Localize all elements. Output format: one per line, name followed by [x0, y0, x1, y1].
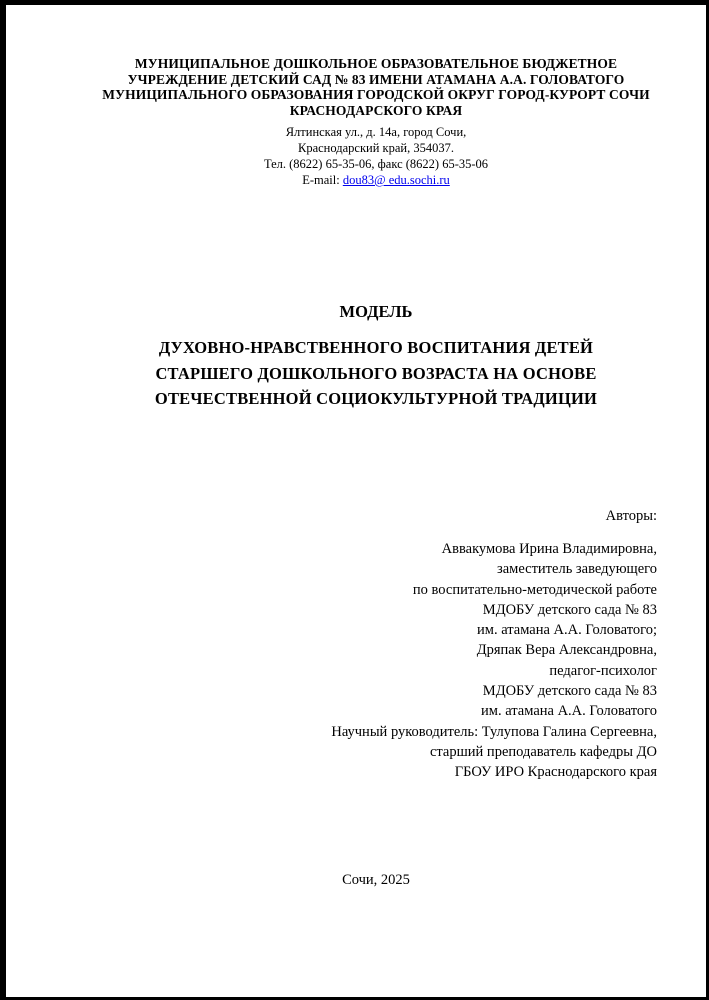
document-kicker: МОДЕЛЬ [339, 302, 413, 321]
author-line: педагог-психолог [549, 662, 657, 679]
document-title [95, 335, 657, 412]
organization-name-line: МУНИЦИПАЛЬНОГО ОБРАЗОВАНИЯ ГОРОДСКОЙ ОКРУГ ГОРОД-КУРОРТ СОЧИ [102, 87, 650, 103]
author-line: старший преподаватель кафедры ДО [429, 743, 657, 760]
author-line: им. атамана А.А. Головатого; [477, 622, 657, 639]
author-line: заместитель заведующего [497, 561, 657, 578]
organization-name-line: МУНИЦИПАЛЬНОЕ ДОШКОЛЬНОЕ ОБРАЗОВАТЕЛЬНОЕ БЮДЖЕТНОЕ [134, 56, 618, 71]
author-line: им. атамана А.А. Головатого [481, 703, 657, 720]
author-line: Аввакумова Ирина Владимировна, [441, 541, 657, 557]
author-line: Дряпак Вера Александровна, [476, 642, 657, 659]
phone-fax-line: Тел. (8622) 65-35-06, факс (8622) 65-35-06 [263, 157, 489, 171]
author-line: МДОБУ детского сада № 83 [482, 601, 657, 618]
author-line: МДОБУ детского сада № 83 [482, 683, 657, 700]
author-line: Научный руководитель: Тулупова Галина Сергеевна, [331, 723, 657, 740]
city-year: Сочи, 2025 [342, 872, 410, 888]
author-line: по воспитательно-методической работе [412, 581, 657, 598]
address-line: Краснодарский край, 354037. [298, 141, 454, 155]
address-line: Ялтинская ул., д. 14а, город Сочи, [285, 125, 467, 139]
email-link[interactable]: dou83@ edu.sochi.ru [342, 173, 450, 187]
email-line [95, 172, 657, 188]
document-title-line: ДУХОВНО-НРАВСТВЕННОГО ВОСПИТАНИЯ ДЕТЕЙ [158, 338, 594, 357]
authors-block [46, 539, 657, 783]
document-title-line: СТАРШЕГО ДОШКОЛЬНОГО ВОЗРАСТА НА ОСНОВЕ [155, 363, 597, 383]
email-label: E-mail: [302, 173, 343, 187]
author-line: ГБОУ ИРО Краснодарского края [454, 764, 657, 781]
organization-name-line: КРАСНОДАРСКОГО КРАЯ [289, 102, 463, 118]
organization-header [95, 56, 657, 118]
title-page-paper [6, 5, 706, 997]
contact-info [95, 124, 657, 188]
organization-name-line: УЧРЕЖДЕНИЕ ДЕТСКИЙ САД № 83 ИМЕНИ АТАМАНА А.А. ГОЛОВАТОГО [127, 71, 625, 87]
document-title-line: ОТЕЧЕСТВЕННОЙ СОЦИОКУЛЬТУРНОЙ ТРАДИЦИИ [154, 389, 598, 408]
authors-label: Авторы: [605, 508, 657, 524]
